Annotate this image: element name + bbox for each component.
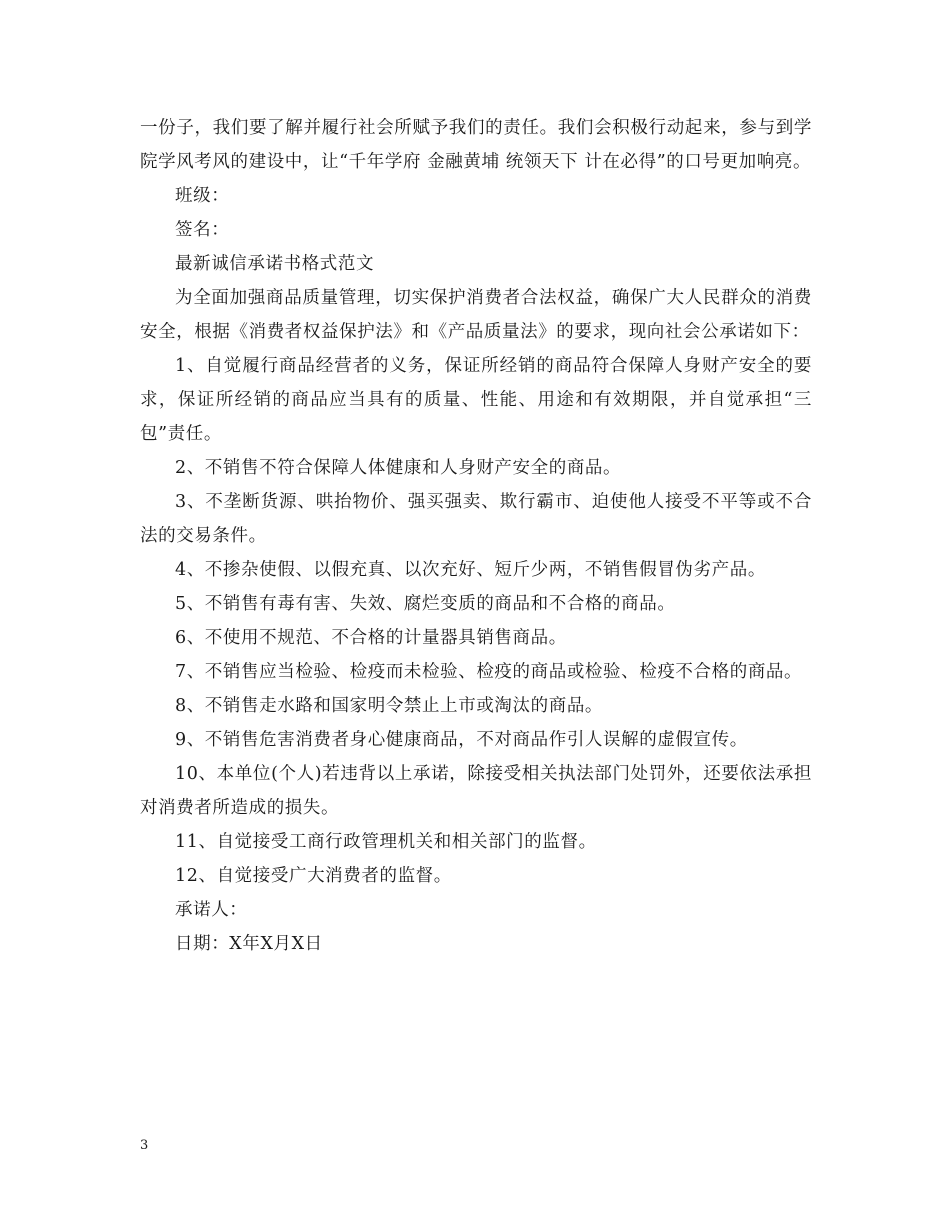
list-item-5: 5、不销售有毒有害、失效、腐烂变质的商品和不合格的商品。 (175, 594, 676, 614)
date-field-label: 日期：X年X月X日 (175, 934, 323, 954)
signature-field-label: 签名： (175, 220, 230, 240)
list-item-1: 1、自觉履行商品经营者的义务，保证所经销的商品符合保障人身财产安全的要求，保证所经销的商品应当具有的质量、性能、用途和有效期限，并自觉承担“三包”责任。 (140, 356, 812, 444)
list-item-3: 3、不垄断货源、哄抬物价、强买强卖、欺行霸市、迫使他人接受不平等或不合法的交易条件。 (140, 492, 812, 546)
document-body (140, 111, 812, 961)
list-item-7: 7、不销售应当检验、检疫而未检验、检疫的商品或检验、检疫不合格的商品。 (175, 662, 803, 682)
page-number: 3 (140, 1138, 149, 1153)
list-item-6: 6、不使用不规范、不合格的计量器具销售商品。 (175, 628, 567, 648)
list-item-12: 12、自觉接受广大消费者的监督。 (175, 866, 452, 886)
paragraph-continuation: 一份子，我们要了解并履行社会所赋予我们的责任。我们会积极行动起来，参与到学院学风考风的建设中，让“千年学府 金融黄埔 统领天下 计在必得”的口号更加响亮。 (140, 118, 812, 172)
class-field-label: 班级： (175, 186, 230, 206)
list-item-10: 10、本单位(个人)若违背以上承诺，除接受相关执法部门处罚外，还要依法承担对消费者所造成的损失。 (140, 764, 812, 818)
promisor-field-label: 承诺人： (175, 900, 248, 920)
list-item-4: 4、不掺杂使假、以假充真、以次充好、短斤少两，不销售假冒伪劣产品。 (175, 560, 766, 580)
paragraph-intro: 为全面加强商品质量管理，切实保护消费者合法权益，确保广大人民群众的消费安全，根据《消费者权益保护法》和《产品质量法》的要求，现向社会公承诺如下： (140, 288, 812, 342)
list-item-2: 2、不销售不符合保障人体健康和人身财产安全的商品。 (175, 458, 622, 478)
section-title: 最新诚信承诺书格式范文 (175, 254, 375, 274)
list-item-11: 11、自觉接受工商行政管理机关和相关部门的监督。 (175, 832, 597, 852)
list-item-8: 8、不销售走水路和国家明令禁止上市或淘汰的商品。 (175, 696, 604, 716)
list-item-9: 9、不销售危害消费者身心健康商品，不对商品作引人误解的虚假宣传。 (175, 730, 748, 750)
